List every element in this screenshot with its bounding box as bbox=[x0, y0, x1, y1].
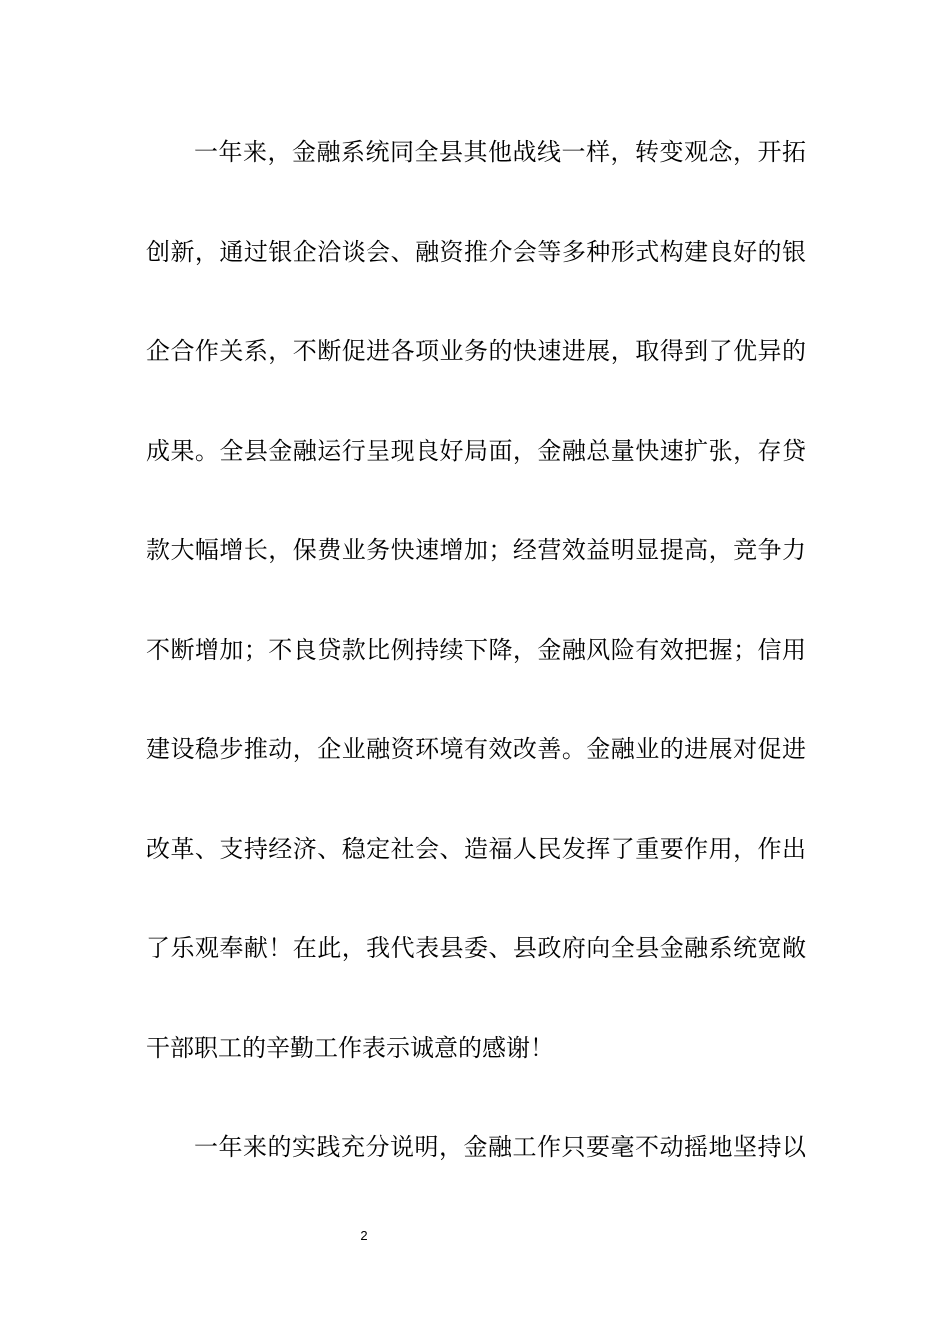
paragraph-line: 款大幅增长，保费业务快速增加；经营效益明显提高，竞争力 bbox=[146, 536, 806, 564]
paragraph-line: 干部职工的辛勤工作表示诚意的感谢！ bbox=[146, 1034, 554, 1062]
paragraph-line: 一年来，金融系统同全县其他战线一样，转变观念，开拓 bbox=[194, 138, 806, 166]
paragraph-line: 建设稳步推动，企业融资环境有效改善。金融业的进展对促进 bbox=[146, 735, 806, 763]
page-number: 2 bbox=[360, 1228, 368, 1243]
paragraph-line: 了乐观奉献！在此，我代表县委、县政府向全县金融系统宽敞 bbox=[146, 934, 806, 962]
paragraph-line: 成果。全县金融运行呈现良好局面，金融总量快速扩张，存贷 bbox=[146, 437, 806, 465]
paragraph-line: 企合作关系，不断促进各项业务的快速进展，取得到了优异的 bbox=[146, 337, 806, 365]
paragraph-line: 不断增加；不良贷款比例持续下降，金融风险有效把握；信用 bbox=[146, 636, 806, 664]
paragraph-line: 一年来的实践充分说明，金融工作只要毫不动摇地坚持以 bbox=[194, 1133, 806, 1161]
paragraph-line: 创新，通过银企洽谈会、融资推介会等多种形式构建良好的银 bbox=[146, 238, 806, 266]
paragraph-line: 改革、支持经济、稳定社会、造福人民发挥了重要作用，作出 bbox=[146, 835, 806, 863]
